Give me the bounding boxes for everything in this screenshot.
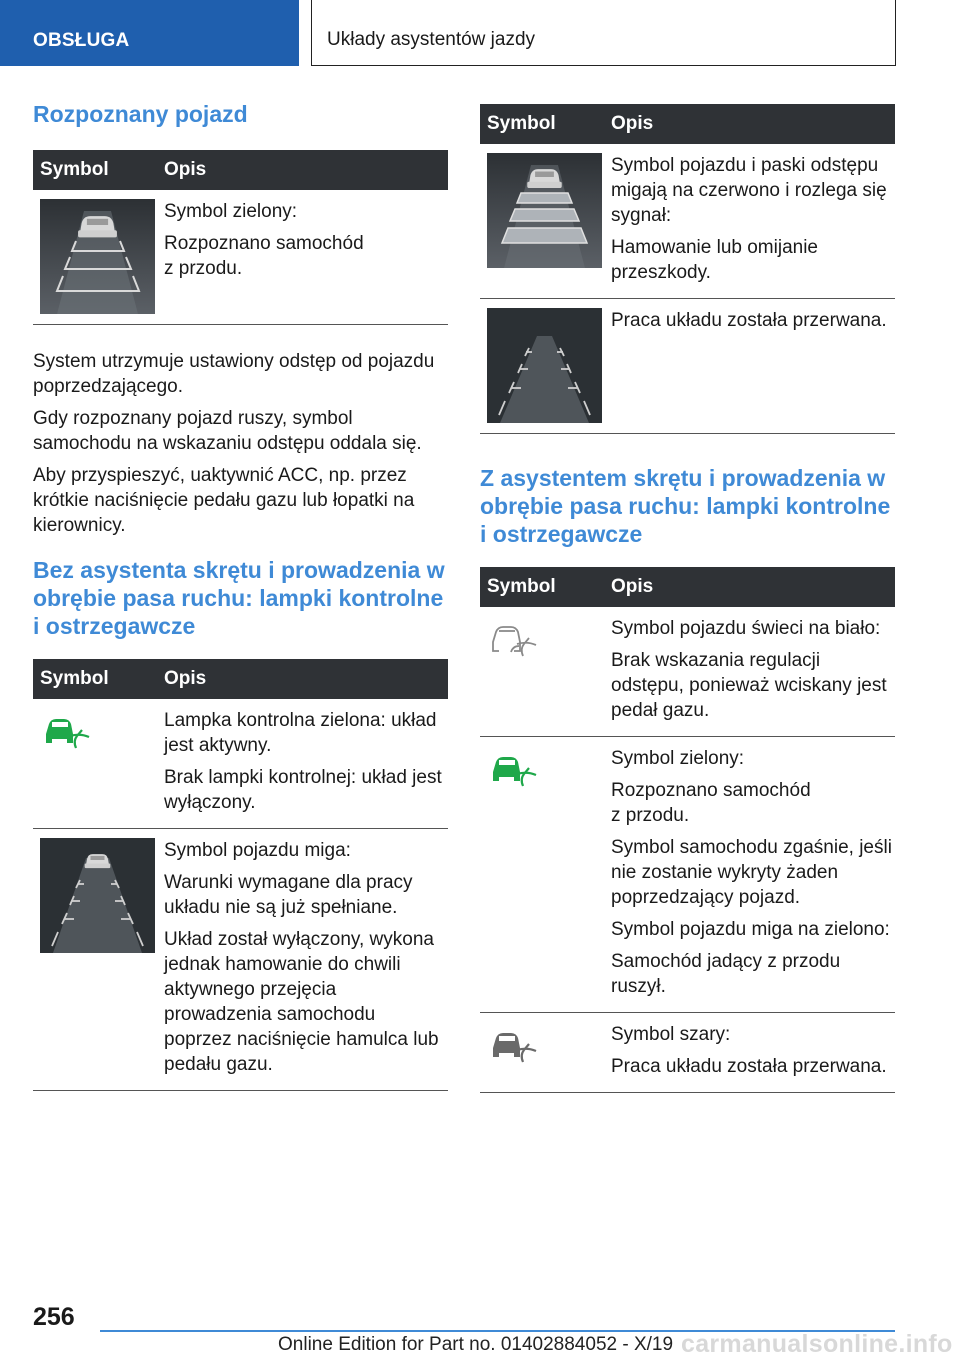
description-text: Symbol pojazdu i paski odstępu migają na czerwono i rozlega się sygnał:	[611, 155, 887, 226]
description-text: Symbol zielony:	[164, 201, 298, 222]
description-text: Symbol pojazdu miga:	[164, 840, 351, 861]
edition-text: Online Edition for Part no. 01402884052 - X/19	[278, 1334, 674, 1355]
page-header	[0, 0, 960, 66]
col-opis: Opis	[603, 104, 895, 144]
body-text	[33, 349, 448, 538]
paragraph: Gdy rozpoznany pojazd ruszy, symbol samochodu na wskazaniu odstępu oddala się.	[33, 408, 422, 454]
table-row	[33, 190, 448, 325]
acc-lamp-green-icon	[40, 712, 92, 756]
heading-with-steering-assist: Z asystentem skrętu i prowadzenia w obrębie pasa ruchu: lampki kontrolne i ostrzegawcze	[480, 465, 891, 547]
description-text: Lampka kontrolna zielona: układ jest aktywny.	[164, 710, 437, 756]
col-symbol: Symbol	[33, 659, 156, 699]
watermark-text: carmanualsonline.info	[681, 1330, 953, 1358]
description-text: Brak wskazania regulacji odstępu, ponieważ wciskany jest pedał gazu.	[611, 650, 887, 721]
col-symbol: Symbol	[480, 567, 603, 607]
symbol-table-warnings	[480, 104, 895, 434]
table-row	[480, 299, 895, 434]
table-row	[480, 737, 895, 1013]
description-text: Praca układu została przerwana.	[611, 310, 887, 331]
table-row	[480, 144, 895, 299]
table-row	[33, 829, 448, 1091]
table-header-row	[480, 104, 895, 144]
description-text: Warunki wymagane dla pracy układu nie są już spełniane.	[164, 872, 413, 918]
col-opis: Opis	[156, 150, 448, 190]
description-text: Hamowanie lub omijanie przeszkody.	[611, 237, 818, 283]
steering-assist-grey-icon	[487, 1026, 539, 1070]
table-row	[480, 607, 895, 737]
display-car-ahead-image	[40, 199, 155, 314]
symbol-table-without-assist	[33, 659, 448, 1091]
display-empty-lanes-image	[487, 308, 602, 423]
description-text: Układ został wyłączony, wykona jednak hamowanie do chwili aktywnego przejęcia prowadzenia samochodu poprzez naciśnięcie hamulca lub pedału gazu.	[164, 929, 439, 1075]
description-text: Rozpoznano samochód z przodu.	[611, 780, 811, 826]
steering-assist-white-icon	[487, 620, 539, 664]
description-text: Symbol pojazdu świeci na biało:	[611, 618, 881, 639]
description-text: Symbol szary:	[611, 1024, 731, 1045]
table-row	[33, 699, 448, 829]
symbol-table-with-assist	[480, 567, 895, 1093]
col-opis: Opis	[603, 567, 895, 607]
description-text: Symbol zielony:	[611, 748, 745, 769]
col-opis: Opis	[156, 659, 448, 699]
description-text: Praca układu została przerwana.	[611, 1056, 887, 1077]
paragraph: System utrzymuje ustawiony odstęp od pojazdu poprzedzającego.	[33, 351, 435, 397]
right-column	[480, 104, 895, 1093]
page-footer	[0, 1290, 960, 1362]
section-tab[interactable]: OBSŁUGA	[0, 0, 299, 66]
description-text: Brak lampki kontrolnej: układ jest wyłączony.	[164, 767, 442, 813]
symbol-table-recognized	[33, 150, 448, 325]
display-car-red-bars-image	[487, 153, 602, 268]
col-symbol: Symbol	[33, 150, 156, 190]
paragraph: Aby przyspieszyć, uaktywnić ACC, np. przez krótkie naciśnięcie pedału gazu lub łopatki na kierownicy.	[33, 465, 415, 536]
table-row	[480, 1013, 895, 1093]
table-header-row	[33, 659, 448, 699]
table-header-row	[33, 150, 448, 190]
description-text: Samochód jadący z przodu ruszył.	[611, 951, 841, 997]
description-text: Symbol pojazdu miga na zielono:	[611, 919, 890, 940]
description-text: Symbol samochodu zgaśnie, jeśli nie zostanie wykryty żaden poprzedzający pojazd.	[611, 837, 892, 908]
left-column	[33, 100, 448, 1091]
steering-assist-green-icon	[487, 750, 539, 794]
display-car-flashing-image	[40, 838, 155, 953]
heading-recognized-vehicle: Rozpoznany pojazd	[33, 101, 248, 127]
heading-without-steering-assist: Bez asystenta skrętu i prowadzenia w obrębie pasa ruchu: lampki kontrolne i ostrzegawcze	[33, 557, 445, 639]
col-symbol: Symbol	[480, 104, 603, 144]
chapter-title: Układy asystentów jazdy	[311, 0, 896, 66]
page-number: 256	[33, 1303, 75, 1331]
description-text: Rozpoznano samochód z przodu.	[164, 233, 364, 279]
table-header-row	[480, 567, 895, 607]
